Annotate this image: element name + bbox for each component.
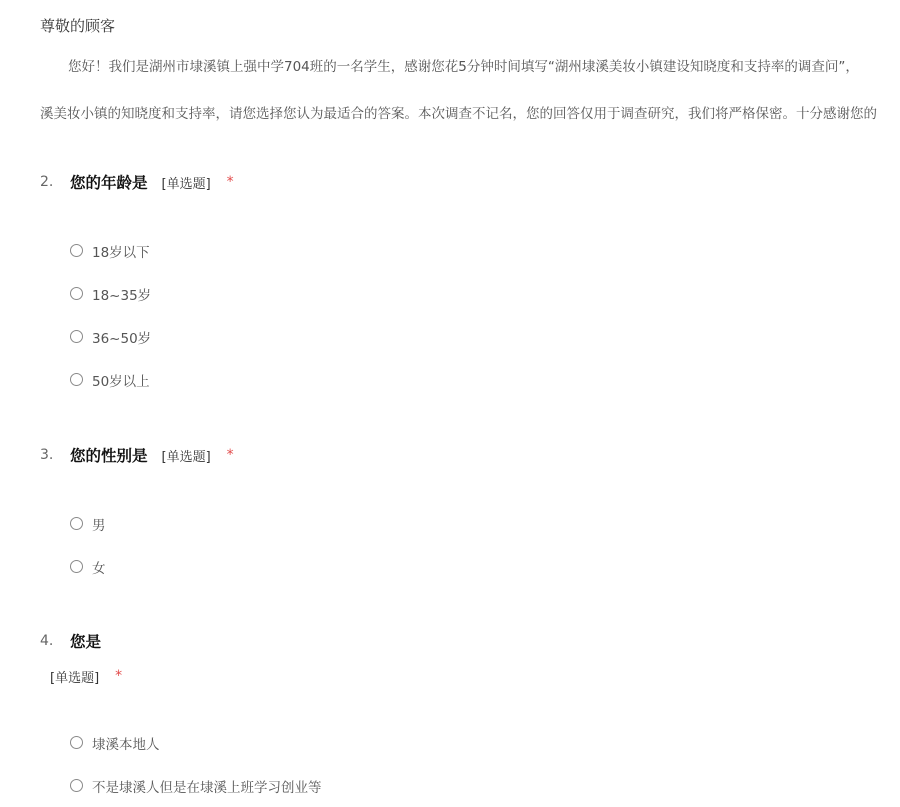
question-header xyxy=(40,170,234,194)
option-36-50[interactable] xyxy=(70,315,234,358)
question-meta-row xyxy=(50,665,322,687)
greeting-heading: 尊敬的顾客 xyxy=(40,17,116,35)
option-local-resident[interactable] xyxy=(70,721,322,764)
option-label: 36~50岁 xyxy=(92,330,152,347)
radio-circle-icon[interactable] xyxy=(70,736,83,749)
option-label: 不是埭溪人但是在埭溪上班学习创业等 xyxy=(92,779,322,796)
question-type-label: [单选题] xyxy=(161,449,211,465)
question-residency xyxy=(40,629,322,807)
required-mark: * xyxy=(226,447,234,463)
option-list xyxy=(70,502,234,588)
radio-circle-icon[interactable] xyxy=(70,517,83,530)
radio-circle-icon[interactable] xyxy=(70,373,83,386)
option-under-18[interactable] xyxy=(70,229,234,272)
option-label: 男 xyxy=(92,517,106,534)
question-title: 您的年龄是 xyxy=(70,174,148,192)
radio-circle-icon[interactable] xyxy=(70,779,83,792)
option-male[interactable] xyxy=(70,502,234,545)
question-type-label: [单选题] xyxy=(161,176,211,192)
option-label: 18~35岁 xyxy=(92,287,152,304)
question-gender xyxy=(40,443,234,588)
question-number: 3. xyxy=(40,447,54,463)
option-label: 埭溪本地人 xyxy=(92,736,160,753)
question-title: 您是 xyxy=(70,633,102,651)
question-title: 您的性别是 xyxy=(70,447,148,465)
option-female[interactable] xyxy=(70,545,234,588)
radio-circle-icon[interactable] xyxy=(70,330,83,343)
question-number: 4. xyxy=(40,633,54,649)
option-over-50[interactable] xyxy=(70,358,234,401)
option-list xyxy=(70,229,234,401)
question-number: 2. xyxy=(40,174,54,190)
option-label: 18岁以下 xyxy=(92,244,150,261)
question-header xyxy=(40,443,234,467)
option-label: 女 xyxy=(92,560,106,577)
question-type-label: [单选题] xyxy=(50,670,100,686)
radio-circle-icon[interactable] xyxy=(70,560,83,573)
question-header xyxy=(40,629,322,653)
required-mark: * xyxy=(226,174,234,190)
option-18-35[interactable] xyxy=(70,272,234,315)
option-label: 50岁以上 xyxy=(92,373,150,390)
option-list xyxy=(70,721,322,807)
radio-circle-icon[interactable] xyxy=(70,244,83,257)
option-non-local-working[interactable] xyxy=(70,764,322,807)
survey-intro xyxy=(40,14,900,122)
question-age xyxy=(40,170,234,401)
radio-circle-icon[interactable] xyxy=(70,287,83,300)
intro-text-line-1: 您好！我们是湖州市埭溪镇上强中学704班的一名学生，感谢您花5分钟时间填写“湖州埭溪美妆小镇建设知晓度和支持率的调查问”， xyxy=(68,59,859,75)
intro-text-line-2: 溪美妆小镇的知晓度和支持率，请您选择您认为最适合的答案。本次调查不记名，您的回答仅用于调查研究，我们将严格保密。十分感谢您的 xyxy=(40,106,877,122)
required-mark: * xyxy=(115,668,123,684)
